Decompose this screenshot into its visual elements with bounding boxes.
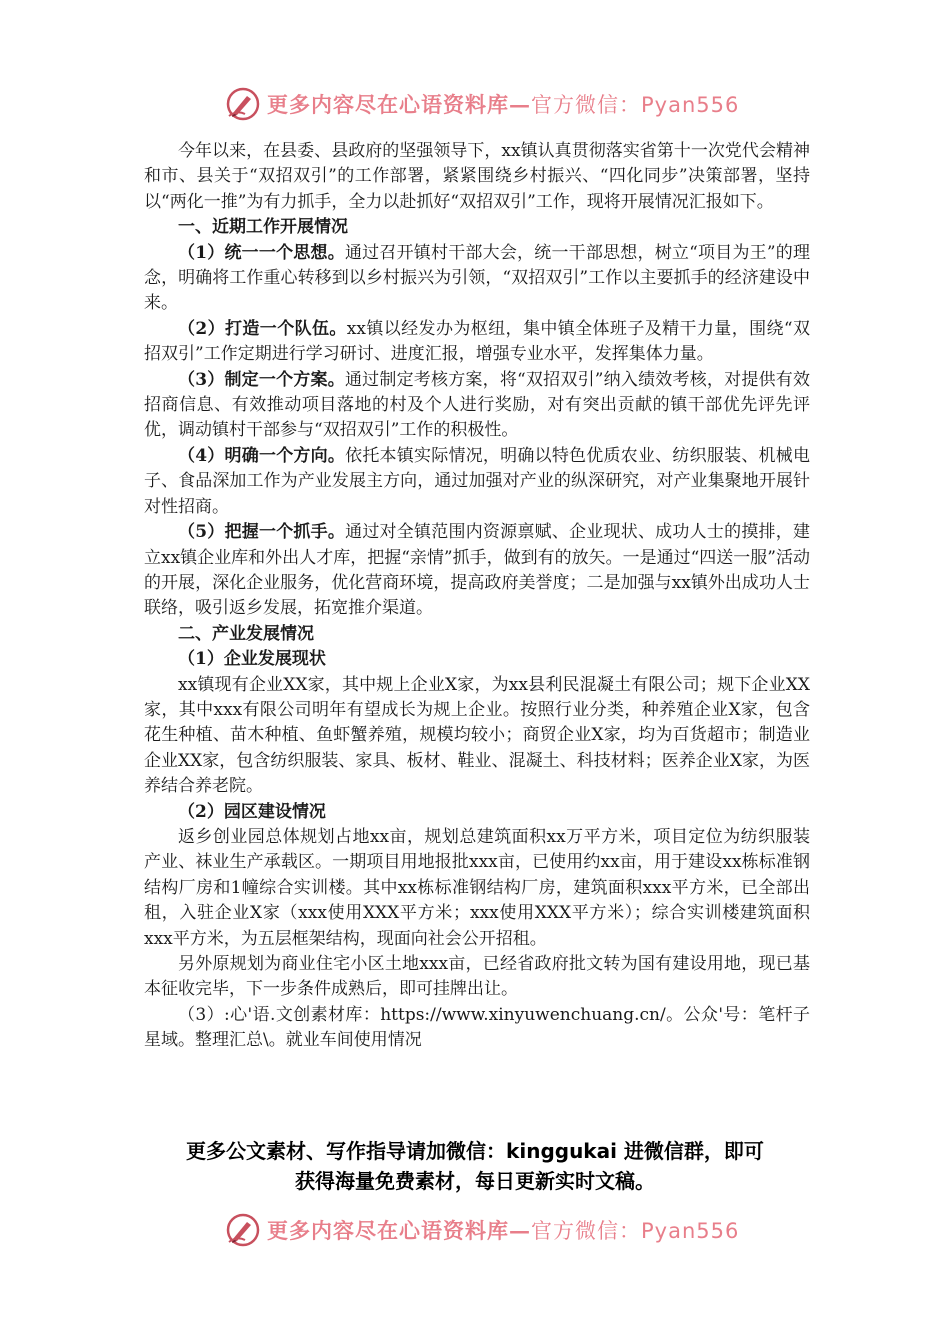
work-item-2: （2）打造一个队伍。xx镇以经发办为枢纽，集中镇全体班子及精干力量，围绕“双招双引”工作定期进行学习研讨、进度汇报，增强专业水平，发挥集体力量。	[144, 318, 810, 365]
section-2-heading: 二、产业发展情况	[178, 623, 314, 644]
header-banner	[225, 84, 740, 124]
work-item-3: （3）制定一个方案。通过制定考核方案，将“双招双引”纳入绩效考核，对提供有效招商信息、有效推动项目落地的村及个人进行奖励，对有突出贡献的镇干部优先评先评优，调动镇村干部参与“双招双引”工作的积极性。	[144, 369, 810, 441]
promo-line-1: 更多公文素材、写作指导请加微信：kinggukai 进微信群，即可	[186, 1139, 764, 1163]
work-item-4: （4）明确一个方向。依托本镇实际情况，明确以特色优质农业、纺织服装、机械电子、食品深加工作为产业发展主方向，通过加强对产业的纵深研究，对产业集聚地开展针对性招商。	[144, 445, 810, 517]
subsection-2-text-2: 另外原规划为商业住宅小区土地xxx亩，已经省政府批文转为国有建设用地，现已基本征收完毕，下一步条件成熟后，即可挂牌出让。	[144, 954, 810, 1000]
promo-line-2: 获得海量免费素材，每日更新实时文稿。	[295, 1169, 655, 1193]
pen-logo-icon	[225, 1212, 261, 1248]
section-1-heading: 一、近期工作开展情况	[178, 217, 348, 238]
banner-text: 更多内容尽在心语资料库—官方微信：Pyan556	[267, 1218, 740, 1243]
pen-logo-icon	[225, 86, 261, 122]
subsection-1-text: xx镇现有企业XX家，其中规上企业X家，为xx县利民混凝土有限公司；规下企业XX家，其中xxx有限公司明年有望成长为规上企业。按照行业分类，种养殖企业X家，包含花生种植、苗木种植、鱼虾蟹养殖，规模均较小；商贸企业X家，均为百货超市；制造业企业XX家，包含纺织服装、家具、板材、鞋业、混凝土、科技材料；医养企业X家，为医养结合养老院。	[144, 674, 810, 797]
subsection-2-heading: （2）园区建设情况	[178, 801, 326, 822]
subsection-1-heading: （1）企业发展现状	[178, 649, 326, 670]
work-item-1: （1）统一一个思想。通过召开镇村干部大会，统一干部思想，树立“项目为王”的理念，明确将工作重心转移到以乡村振兴为引领，“双招双引”工作以主要抓手的经济建设中来。	[144, 242, 810, 314]
footer-banner	[225, 1210, 740, 1250]
promo-text	[130, 1136, 820, 1196]
intro-paragraph: 今年以来，在县委、县政府的坚强领导下，xx镇认真贯彻落实省第十一次党代会精神和市、县关于“双招双引”的工作部署，紧紧围绕乡村振兴、“四化同步”决策部署，坚持以“两化一推”为有力抓手，全力以赴抓好“双招双引”工作，现将开展情况汇报如下。	[144, 141, 810, 212]
work-item-5: （5）把握一个抓手。通过对全镇范围内资源禀赋、企业现状、成功人士的摸排，建立xx镇企业库和外出人才库，把握“亲情”抓手，做到有的放矢。一是通过“四送一服”活动的开展，深化企业服务，优化营商环境，提高政府美誉度；二是加强与xx镇外出成功人士联络，吸引返乡发展，拓宽推介渠道。	[144, 522, 810, 619]
subsection-2-text-1: 返乡创业园总体规划占地xx亩，规划总建筑面积xx万平方米，项目定位为纺织服装产业、袜业生产承载区。一期项目用地报批xxx亩，已使用约xx亩，用于建设xx栋标准钢结构厂房和1幢综合实训楼。其中xx栋标准钢结构厂房，建筑面积xxx平方米，已全部出租，入驻企业X家（xxx使用XXX平方米；xxx使用XXX平方米）；综合实训楼建筑面积xxx平方米，为五层框架结构，现面向社会公开招租。	[144, 826, 810, 949]
banner-text: 更多内容尽在心语资料库—官方微信：Pyan556	[267, 92, 740, 117]
subsection-3-text: （3）:心'语.文创素材库：https://www.xinyuwenchuang.cn/。公众'号：笔杆子星域。整理汇总\。就业车间使用情况	[144, 1004, 810, 1051]
document-body	[144, 139, 810, 1054]
